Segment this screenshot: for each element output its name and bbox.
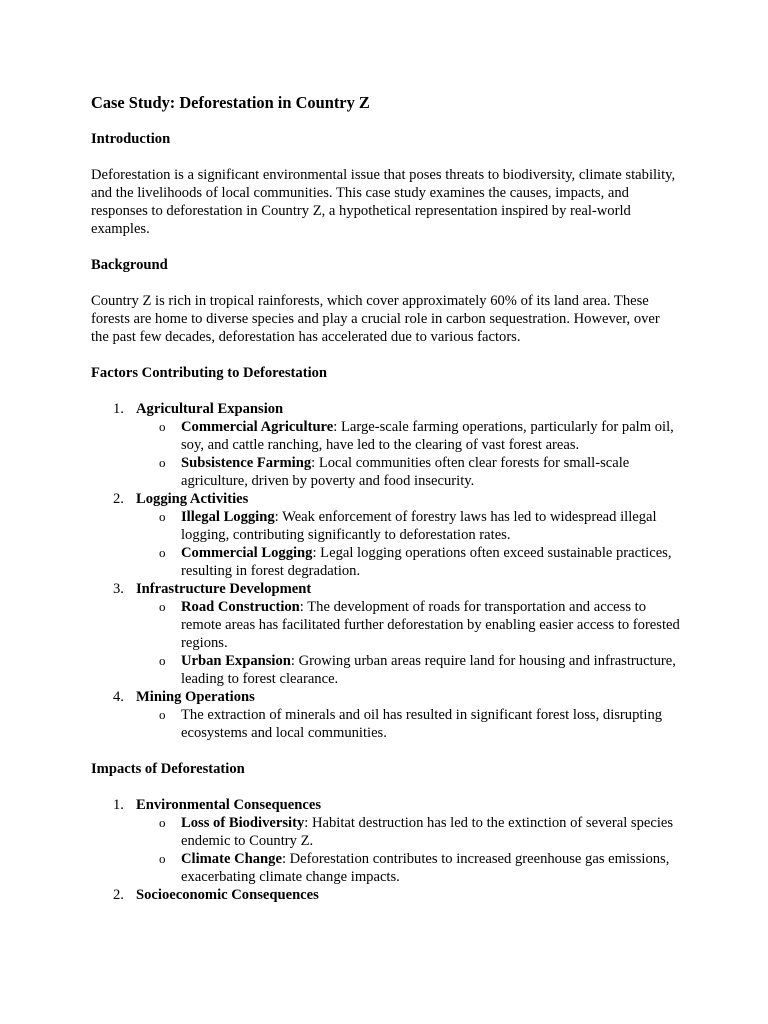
bullet-marker: o — [159, 419, 166, 434]
sub-list-item — [136, 508, 681, 544]
list-item — [91, 490, 681, 580]
background-heading: Background — [91, 257, 168, 273]
bullet-marker: o — [159, 707, 166, 722]
sub-item-text: : Legal logging operations often exceed sustainable practices, resulting in forest degradation. — [181, 545, 672, 579]
sub-item-term: Loss of Biodiversity — [181, 815, 305, 831]
sub-item-term: Road Construction — [181, 599, 300, 615]
list-item — [91, 796, 681, 886]
sub-list-item — [136, 598, 681, 652]
list-item-label: Socioeconomic Consequences — [136, 887, 319, 903]
impacts-heading: Impacts of Deforestation — [91, 761, 245, 777]
introduction-paragraph: Deforestation is a significant environmental issue that poses threats to biodiversity, climate stability, and the livelihoods of local communities. This case study examines the causes, impacts, and responses to deforestation in Country Z, a hypothetical representation inspired by real-world examples. — [91, 167, 676, 237]
sub-list-item — [136, 850, 681, 886]
list-number: 3. — [113, 581, 124, 597]
bullet-marker: o — [159, 455, 166, 470]
background-paragraph: Country Z is rich in tropical rainforests, which cover approximately 60% of its land area. These forests are home to diverse species and play a crucial role in carbon sequestration. However, over the past few decades, deforestation has accelerated due to various factors. — [91, 293, 660, 345]
sub-item-term: Commercial Agriculture — [181, 419, 334, 435]
sub-list-item — [136, 706, 681, 742]
bullet-marker: o — [159, 653, 166, 668]
sub-list — [136, 598, 681, 688]
list-number: 1. — [113, 401, 124, 417]
list-number: 2. — [113, 491, 124, 507]
sub-item-text: : Habitat destruction has led to the extinction of several species endemic to Country Z. — [181, 815, 674, 849]
sub-item-text: : Local communities often clear forests for small-scale agriculture, driven by poverty and food insecurity. — [181, 455, 630, 489]
list-item-label: Agricultural Expansion — [136, 401, 284, 417]
sub-list — [136, 418, 681, 490]
list-item-label: Environmental Consequences — [136, 797, 322, 813]
sub-list — [136, 814, 681, 886]
sub-item-text: The extraction of minerals and oil has resulted in significant forest loss, disrupting ecosystems and local communities. — [181, 707, 663, 741]
document-content — [91, 92, 681, 904]
sub-list-item — [136, 814, 681, 850]
bullet-marker: o — [159, 851, 166, 866]
sub-item-term: Climate Change — [181, 851, 282, 867]
sub-item-text: : Large-scale farming operations, particularly for palm oil, soy, and cattle ranching, have led to the clearing of vast forest areas. — [181, 419, 674, 453]
sub-item-text: : The development of roads for transportation and access to remote areas has facilitated further deforestation by enabling easier access to forested regions. — [181, 599, 680, 651]
sub-list-item — [136, 418, 681, 454]
document-title: Case Study: Deforestation in Country Z — [91, 93, 370, 112]
sub-list — [136, 706, 681, 742]
sub-list-item — [136, 544, 681, 580]
sub-item-term: Urban Expansion — [181, 653, 291, 669]
sub-list-item — [136, 454, 681, 490]
list-number: 1. — [113, 797, 124, 813]
sub-list — [136, 508, 681, 580]
factors-heading: Factors Contributing to Deforestation — [91, 365, 328, 381]
bullet-marker: o — [159, 509, 166, 524]
sub-item-term: Subsistence Farming — [181, 455, 312, 471]
bullet-marker: o — [159, 599, 166, 614]
sub-item-term: Commercial Logging — [181, 545, 313, 561]
sub-item-text: : Weak enforcement of forestry laws has led to widespread illegal logging, contributing significantly to deforestation rates. — [181, 509, 657, 543]
introduction-heading: Introduction — [91, 131, 171, 147]
factors-list — [91, 400, 681, 742]
bullet-marker: o — [159, 815, 166, 830]
sub-item-term: Illegal Logging — [181, 509, 275, 525]
sub-list-item — [136, 652, 681, 688]
list-item — [91, 688, 681, 742]
bullet-marker: o — [159, 545, 166, 560]
list-number: 4. — [113, 689, 124, 705]
list-item — [91, 400, 681, 490]
list-item — [91, 886, 681, 904]
impacts-list — [91, 796, 681, 904]
list-item-label: Infrastructure Development — [136, 581, 312, 597]
sub-item-text: : Deforestation contributes to increased greenhouse gas emissions, exacerbating climate change impacts. — [181, 851, 670, 885]
sub-item-text: : Growing urban areas require land for housing and infrastructure, leading to forest clearance. — [181, 653, 676, 687]
list-number: 2. — [113, 887, 124, 903]
list-item-label: Logging Activities — [136, 491, 249, 507]
list-item-label: Mining Operations — [136, 689, 255, 705]
list-item — [91, 580, 681, 688]
